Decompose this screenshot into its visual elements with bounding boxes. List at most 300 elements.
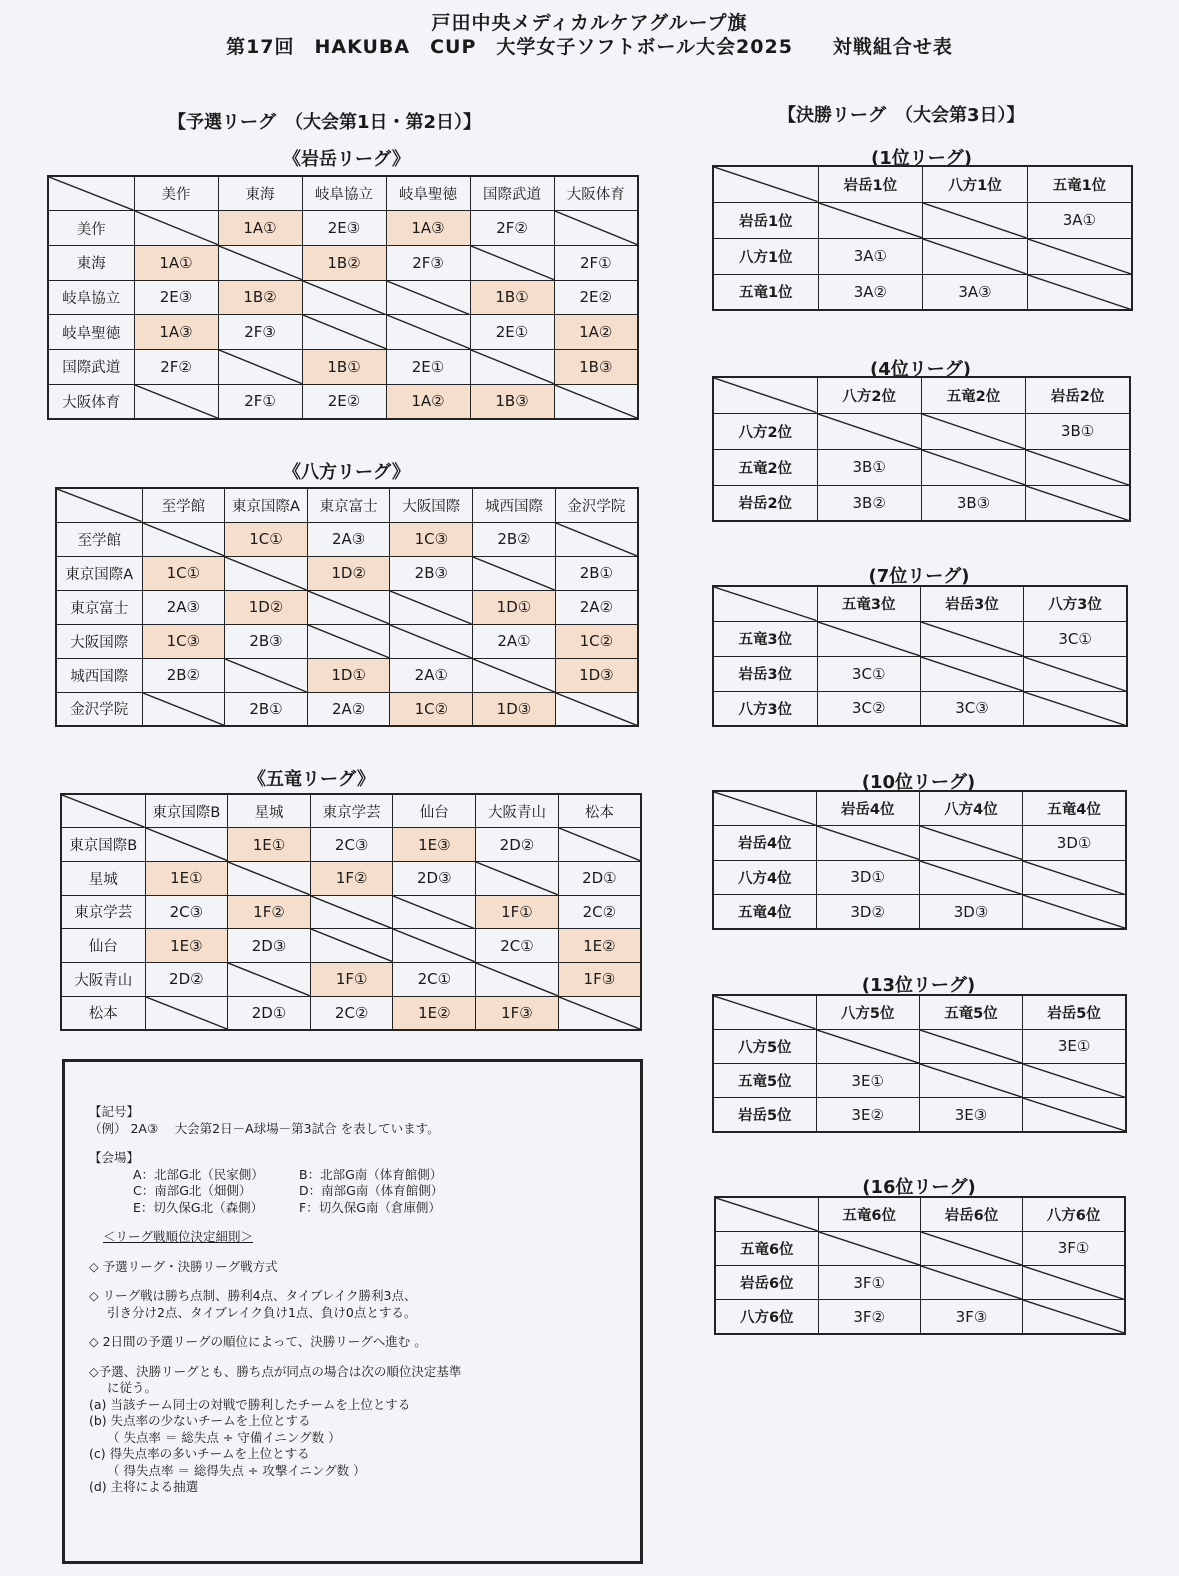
match-code-cell: 1F③ (476, 996, 559, 1030)
no-match-cell (919, 1029, 1022, 1063)
match-code-cell: 2D② (476, 828, 559, 862)
rule-4-line: に従う。 (107, 1380, 158, 1395)
diagonal-slash (225, 557, 307, 590)
self-match-cell (1024, 691, 1127, 726)
diagonal-slash (219, 350, 302, 384)
diagonal-slash (390, 625, 472, 658)
match-code-cell: 1A② (386, 384, 470, 419)
rule-1: ◇ 予選リーグ・決勝リーグ戦方式 (89, 1258, 278, 1274)
column-header-team: 東京学芸 (310, 794, 393, 828)
diagonal-slash (1024, 692, 1126, 726)
match-code-cell: 2C② (558, 895, 641, 929)
match-code-cell: 2B① (225, 692, 308, 726)
table-row (713, 691, 1127, 726)
self-match-cell (555, 692, 638, 726)
match-code-cell: 3F① (818, 1266, 920, 1300)
self-match-cell (1026, 485, 1130, 521)
match-code-cell: 2A① (390, 658, 473, 692)
match-code-cell: 3B① (817, 449, 921, 485)
match-code-cell: 1D③ (555, 658, 638, 692)
match-code-cell: 2B③ (390, 556, 473, 590)
table-row (713, 485, 1130, 521)
row-header-team: 八方2位 (713, 413, 817, 449)
column-header-team: 美作 (134, 176, 218, 211)
match-grid (712, 165, 1133, 311)
match-grid (712, 994, 1127, 1133)
table-row (61, 963, 641, 997)
match-code-cell: 2D② (145, 963, 228, 997)
no-match-cell (218, 350, 302, 385)
row-header-team: 星城 (61, 861, 145, 895)
match-grid (47, 175, 639, 420)
no-match-cell (386, 280, 470, 315)
table-row (61, 895, 641, 929)
column-header-team: 八方1位 (923, 166, 1028, 202)
no-match-cell (555, 522, 638, 556)
league-title: 《岩岳リーグ》 (283, 149, 410, 170)
diagonal-slash (1028, 275, 1131, 310)
table-row (48, 280, 638, 315)
diagonal-slash (1023, 1266, 1124, 1299)
row-header-team: 八方1位 (713, 238, 818, 274)
table-row (713, 449, 1130, 485)
diagonal-slash (476, 963, 558, 996)
diagonal-slash (714, 587, 817, 621)
no-match-cell (920, 621, 1023, 656)
self-match-cell (473, 658, 556, 692)
no-match-cell (921, 413, 1025, 449)
table-row (713, 274, 1132, 310)
corner-cell (713, 377, 817, 413)
no-match-cell (1026, 449, 1130, 485)
tournament-name: 第17回 HAKUBA CUP 大学女子ソフトボール大会2025 (226, 36, 793, 58)
match-code-cell: 2B② (142, 658, 225, 692)
column-header-team: 大阪国際 (390, 488, 473, 522)
diagonal-slash (143, 693, 225, 726)
match-code-cell: 2D③ (228, 929, 311, 963)
diagonal-slash (311, 896, 393, 929)
criterion-b-formula: （ 失点率 ＝ 総失点 ÷ 守備イニング数 ） (107, 1429, 341, 1445)
match-code-cell: 3F③ (920, 1300, 1022, 1334)
self-match-cell (142, 522, 225, 556)
table-row (56, 692, 638, 726)
corner-cell (61, 794, 145, 828)
diagonal-slash (920, 1030, 1022, 1063)
row-header-team: 国際武道 (48, 350, 134, 385)
column-header-team: 岐阜協立 (302, 176, 386, 211)
criterion-c: (c) 得失点率の多いチームを上位とする (89, 1446, 310, 1461)
row-header-team: 岐阜聖徳 (48, 315, 134, 350)
league-title: 《五竜リーグ》 (248, 769, 375, 790)
schedule-label: 対戦組合せ表 (832, 36, 953, 58)
match-code-cell: 1E③ (145, 929, 228, 963)
match-code-cell: 1A① (134, 245, 218, 280)
diagonal-slash (818, 622, 920, 656)
self-match-cell (1023, 895, 1126, 930)
row-header-team: 五竜6位 (715, 1231, 818, 1265)
column-header-team: 東京富士 (307, 488, 390, 522)
row-header-team: 東京国際B (61, 828, 145, 862)
table-row (56, 658, 638, 692)
diagonal-slash (1026, 486, 1129, 521)
diagonal-slash (921, 1232, 1022, 1265)
final-league-title: (16位リーグ) (862, 1177, 976, 1198)
column-header-team: 大阪青山 (476, 794, 559, 828)
match-code-cell: 1D② (225, 590, 308, 624)
match-code-cell: 2B③ (225, 624, 308, 658)
diagonal-slash (135, 211, 218, 245)
match-code-cell: 3A② (818, 274, 923, 310)
table-row (61, 929, 641, 963)
table-row (713, 238, 1132, 274)
no-match-cell (228, 963, 311, 997)
self-match-cell (386, 315, 470, 350)
rule-3: ◇ 2日間の予選リーグの順位によって、決勝リーグへ進む 。 (89, 1334, 427, 1349)
match-code-cell: 1D② (307, 556, 390, 590)
self-match-cell (923, 238, 1028, 274)
diagonal-slash (920, 826, 1022, 860)
no-match-cell (145, 996, 228, 1030)
row-header-team: 八方4位 (713, 860, 816, 895)
diagonal-slash (49, 177, 134, 210)
match-code-cell: 2C③ (310, 828, 393, 862)
corner-cell (713, 995, 816, 1029)
match-code-cell: 3C① (1024, 621, 1127, 656)
diagonal-slash (57, 489, 142, 522)
diagonal-slash (476, 862, 558, 895)
self-match-cell (145, 828, 228, 862)
diagonal-slash (146, 828, 228, 861)
notes-box (62, 1059, 643, 1564)
no-match-cell (390, 590, 473, 624)
match-code-cell: 2F③ (386, 245, 470, 280)
row-header-team: 東京富士 (56, 590, 142, 624)
self-match-cell (218, 245, 302, 280)
self-match-cell (1023, 1098, 1126, 1132)
diagonal-slash (228, 963, 310, 996)
diagonal-slash (471, 350, 554, 384)
row-header-team: 岩岳6位 (715, 1266, 818, 1300)
row-header-team: 松本 (61, 996, 145, 1030)
diagonal-slash (556, 693, 637, 726)
match-code-cell: 1C③ (142, 624, 225, 658)
diagonal-slash (921, 657, 1023, 691)
no-match-cell (476, 861, 559, 895)
diagonal-slash (1023, 1300, 1124, 1333)
match-code-cell: 1B③ (470, 384, 554, 419)
column-header-team: 岩岳5位 (1023, 995, 1126, 1029)
diagonal-slash (555, 211, 638, 245)
match-code-cell: 1A① (218, 211, 302, 246)
match-code-cell: 2E① (386, 350, 470, 385)
match-code-cell: 3D② (816, 895, 919, 930)
table-row (713, 1029, 1126, 1063)
venue-item: B：北部G南（体育館側） (299, 1166, 443, 1182)
match-code-cell: 2E① (470, 315, 554, 350)
table-row (713, 1064, 1126, 1098)
row-header-team: 五竜4位 (713, 895, 816, 930)
self-match-cell (816, 826, 919, 861)
no-match-cell (1023, 860, 1126, 895)
no-match-cell (470, 245, 554, 280)
match-code-cell: 3C① (817, 656, 920, 691)
row-header-team: 五竜2位 (713, 449, 817, 485)
diagonal-slash (228, 862, 310, 895)
match-code-cell: 2A② (307, 692, 390, 726)
rule-2-line: ◇ リーグ戦は勝ち点制、勝利4点、タイブレイク勝利3点、 (89, 1288, 417, 1303)
match-code-cell: 1E① (145, 861, 228, 895)
no-match-cell (920, 1231, 1022, 1265)
self-match-cell (921, 449, 1025, 485)
diagonal-slash (143, 523, 225, 556)
match-code-cell: 1B② (218, 280, 302, 315)
final-league-title: (10位リーグ) (861, 772, 976, 793)
self-match-cell (228, 861, 311, 895)
diagonal-slash (311, 929, 393, 962)
column-header-team: 八方6位 (1023, 1197, 1125, 1231)
match-code-cell: 2D① (558, 861, 641, 895)
table-row (713, 895, 1126, 930)
match-code-cell: 3A① (1027, 202, 1132, 238)
self-match-cell (1027, 274, 1132, 310)
row-header-team: 岐阜協立 (48, 280, 134, 315)
column-header-team: 岐阜聖徳 (386, 176, 470, 211)
match-code-cell: 1E① (228, 828, 311, 862)
match-code-cell: 1F② (310, 861, 393, 895)
match-code-cell: 1A② (554, 315, 638, 350)
diagonal-slash (473, 659, 555, 692)
match-code-cell: 1C② (555, 624, 638, 658)
diagonal-slash (556, 523, 637, 556)
no-match-cell (307, 624, 390, 658)
self-match-cell (302, 280, 386, 315)
match-code-cell: 2F② (470, 211, 554, 246)
no-match-cell (554, 211, 638, 246)
final-league-title: (13位リーグ) (861, 975, 976, 996)
symbol-example: （例） 2A③ 大会第2日－A球場－第3試合 を表しています。 (89, 1120, 440, 1136)
row-header-team: 城西国際 (56, 658, 142, 692)
diagonal-slash (714, 167, 818, 202)
rule-4-line: ◇予選、決勝リーグとも、勝ち点が同点の場合は次の順位決定基準 (89, 1363, 462, 1379)
rule-2-line: 引き分け2点、タイブレイク負け1点、負け0点とする。 (107, 1304, 417, 1320)
no-match-cell (558, 828, 641, 862)
column-header-team: 八方4位 (919, 791, 1022, 826)
table-row (713, 656, 1127, 691)
row-header-team: 岩岳5位 (713, 1098, 816, 1132)
match-code-cell: 3F② (818, 1300, 920, 1334)
row-header-team: 東京学芸 (61, 895, 145, 929)
column-header-team: 八方5位 (816, 995, 919, 1029)
column-header-team: 五竜3位 (817, 586, 920, 621)
row-header-team: 八方5位 (713, 1029, 816, 1063)
self-match-cell (818, 1231, 920, 1265)
self-match-cell (554, 384, 638, 419)
column-header-team: 東京国際B (145, 794, 228, 828)
match-code-cell: 1E② (558, 929, 641, 963)
diagonal-slash (1023, 895, 1125, 928)
venue-item: D：南部G南（体育館側） (299, 1183, 444, 1198)
match-code-cell: 3E① (1023, 1029, 1126, 1063)
column-header-team: 東海 (218, 176, 302, 211)
column-header-team: 五竜1位 (1027, 166, 1132, 202)
diagonal-slash (559, 997, 640, 1029)
diagonal-slash (555, 385, 638, 418)
match-code-cell: 3C② (817, 691, 920, 726)
column-header-team: 至学館 (142, 488, 225, 522)
match-code-cell: 2E③ (134, 280, 218, 315)
row-header-team: 岩岳4位 (713, 826, 816, 861)
self-match-cell (307, 590, 390, 624)
self-match-cell (225, 556, 308, 590)
column-header-team: 五竜4位 (1023, 791, 1126, 826)
venue-item: C：南部G北（畑側） (133, 1183, 252, 1198)
match-code-cell: 1D① (307, 658, 390, 692)
table-row (61, 996, 641, 1030)
self-match-cell (476, 963, 559, 997)
self-match-cell (1023, 1300, 1125, 1334)
match-code-cell: 3D① (816, 860, 919, 895)
diagonal-slash (387, 281, 470, 315)
self-match-cell (393, 929, 476, 963)
criterion-c-formula: （ 得失点率 ＝ 総得失点 ÷ 攻撃イニング数 ） (107, 1462, 366, 1478)
table-row (56, 624, 638, 658)
no-match-cell (1023, 1266, 1125, 1300)
no-match-cell (923, 202, 1028, 238)
corner-cell (56, 488, 142, 522)
row-header-team: 五竜5位 (713, 1064, 816, 1098)
table-row (48, 384, 638, 419)
match-code-cell: 2E② (302, 384, 386, 419)
match-code-cell: 2A③ (142, 590, 225, 624)
match-code-cell: 3E② (816, 1098, 919, 1132)
match-code-cell: 1D① (473, 590, 556, 624)
venue-row (89, 1167, 616, 1184)
diagonal-slash (1028, 239, 1131, 274)
row-header-team: 東海 (48, 245, 134, 280)
match-grid (714, 1196, 1126, 1335)
table-row (48, 350, 638, 385)
self-match-cell (817, 413, 921, 449)
diagonal-slash (393, 929, 475, 962)
diagonal-slash (225, 659, 307, 692)
corner-cell (48, 176, 134, 211)
venue-item: E：切久保G北（森側） (133, 1199, 264, 1215)
match-code-cell: 1C① (142, 556, 225, 590)
match-code-cell: 2F③ (218, 315, 302, 350)
column-header-team: 金沢学院 (555, 488, 638, 522)
row-header-team: 五竜3位 (713, 621, 817, 656)
table-row (713, 1098, 1126, 1132)
row-header-team: 八方6位 (715, 1300, 818, 1334)
prelim-section-title: 【予選リーグ （大会第1日・第2日）】 (168, 112, 482, 133)
self-match-cell (310, 895, 393, 929)
match-code-cell: 3D① (1023, 826, 1126, 861)
venue-item: F：切久保G南（倉庫側） (299, 1199, 441, 1215)
self-match-cell (134, 211, 218, 246)
match-code-cell: 2A③ (307, 522, 390, 556)
diagonal-slash (714, 378, 817, 413)
self-match-cell (920, 656, 1023, 691)
match-code-cell: 1F① (310, 963, 393, 997)
row-header-team: 岩岳3位 (713, 656, 817, 691)
corner-cell (713, 791, 816, 826)
document-title: 戸田中央メディカルケアグループ旗 (431, 12, 748, 34)
table-row (715, 1266, 1125, 1300)
match-code-cell: 1F③ (558, 963, 641, 997)
column-header-team: 岩岳6位 (920, 1197, 1022, 1231)
self-match-cell (816, 1029, 919, 1063)
match-code-cell: 3B① (1026, 413, 1130, 449)
diagonal-slash (471, 246, 554, 280)
diagonal-slash (923, 203, 1027, 238)
match-code-cell: 3F① (1023, 1231, 1125, 1265)
diagonal-slash (390, 591, 472, 624)
match-code-cell: 1C① (225, 522, 308, 556)
column-header-team: 岩岳3位 (920, 586, 1023, 621)
table-row (713, 202, 1132, 238)
corner-cell (713, 166, 818, 202)
row-header-team: 大阪青山 (61, 963, 145, 997)
row-header-team: 岩岳2位 (713, 485, 817, 521)
no-match-cell (134, 384, 218, 419)
venue-row (89, 1200, 616, 1217)
diagonal-slash (308, 591, 390, 624)
diagonal-slash (146, 997, 228, 1029)
diagonal-slash (303, 281, 386, 315)
table-row (713, 826, 1126, 861)
no-match-cell (302, 315, 386, 350)
column-header-team: 岩岳1位 (818, 166, 923, 202)
match-code-cell: 1C③ (390, 522, 473, 556)
match-code-cell: 2D① (228, 996, 311, 1030)
match-code-cell: 3B② (817, 485, 921, 521)
match-grid (60, 793, 642, 1031)
table-row (715, 1300, 1125, 1334)
match-code-cell: 3D③ (919, 895, 1022, 930)
row-header-team: 金沢学院 (56, 692, 142, 726)
row-header-team: 美作 (48, 211, 134, 246)
no-match-cell (1027, 238, 1132, 274)
diagonal-slash (920, 861, 1022, 895)
table-row (715, 1231, 1125, 1265)
match-code-cell: 1F① (476, 895, 559, 929)
diagonal-slash (921, 1266, 1022, 1299)
final-league-title: (1位リーグ) (871, 148, 972, 169)
criterion-a: (a) 当該チーム同士の対戦で勝利したチームを上位とする (89, 1396, 411, 1412)
diagonal-slash (559, 828, 640, 861)
match-code-cell: 1F② (228, 895, 311, 929)
diagonal-slash (714, 996, 816, 1029)
no-match-cell (1023, 1064, 1126, 1098)
match-code-cell: 1A③ (386, 211, 470, 246)
venue-row (89, 1183, 616, 1200)
diagonal-slash (922, 450, 1025, 485)
match-code-cell: 2A② (555, 590, 638, 624)
column-header-team: 五竜2位 (921, 377, 1025, 413)
table-row (61, 828, 641, 862)
table-row (48, 315, 638, 350)
criterion-d: (d) 主将による抽選 (89, 1479, 199, 1494)
match-code-cell: 2B① (555, 556, 638, 590)
no-match-cell (142, 692, 225, 726)
criterion-b: (b) 失点率の少ないチームを上位とする (89, 1413, 311, 1428)
diagonal-slash (819, 203, 923, 238)
diagonal-slash (1023, 1064, 1125, 1097)
diagonal-slash (135, 385, 218, 418)
diagonal-slash (716, 1198, 818, 1231)
column-header-team: 東京国際A (225, 488, 308, 522)
document-subtitle (0, 32, 1179, 59)
